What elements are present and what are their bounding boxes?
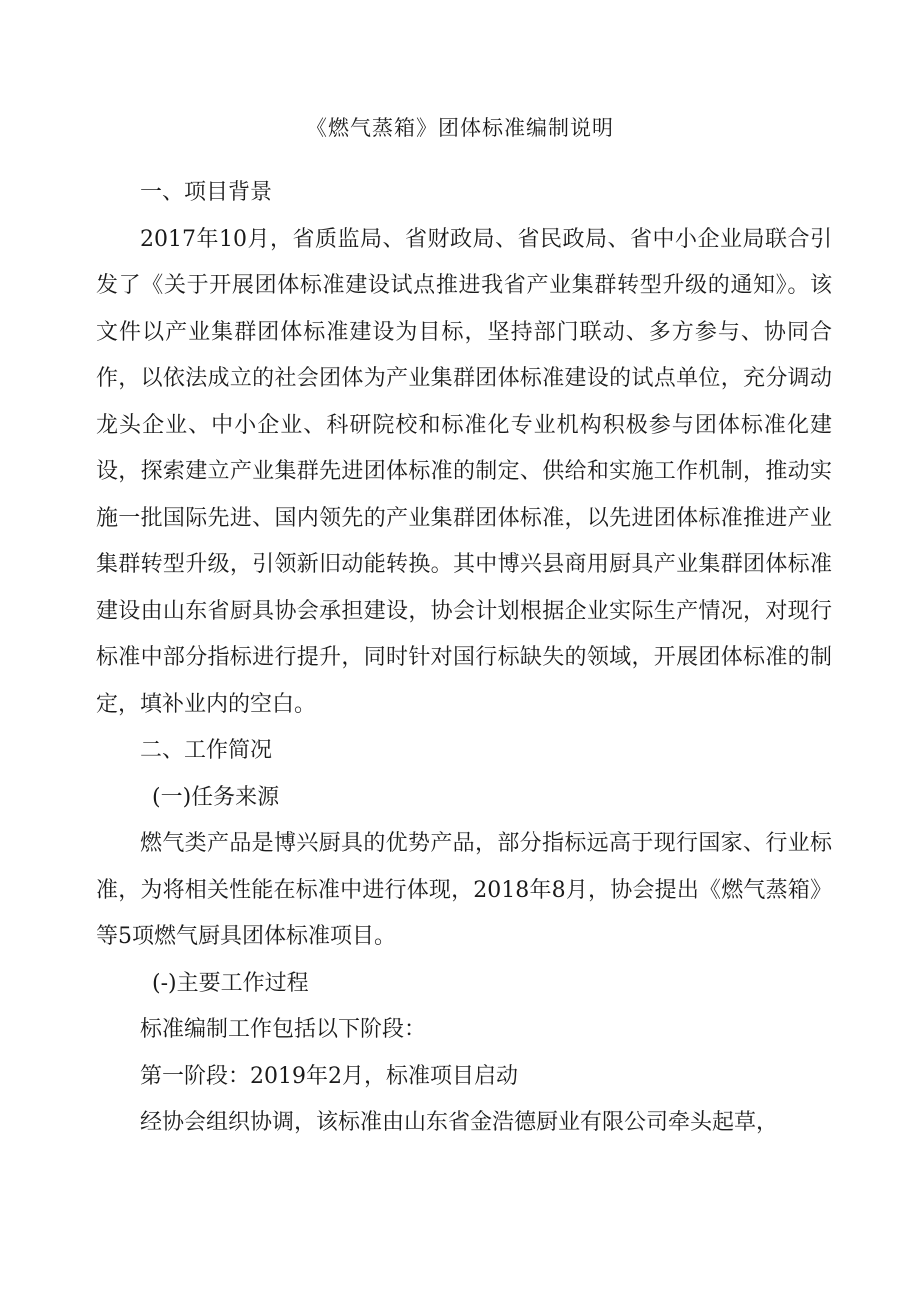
paragraph-background: 2017年10月，省质监局、省财政局、省民政局、省中小企业局联合引发了《关于开展团体标准建设试点推进我省产业集群转型升级的通知》。该文件以产业集群团体标准建设为目标，坚持部门联动、多方参与、协同合作，以依法成立的社会团体为产业集群团体标准建设的试点单位，充分调动龙头企业、中小企业、科研院校和标准化专业机构积极参与团体标准化建设，探索建立产业集群先进团体标准的制定、供给和实施工作机制，推动实施一批国际先进、国内领先的产业集群团体标准，以先进团体标准推进产业集群转型升级，引领新旧动能转换。其中博兴县商用厨具产业集群团体标准建设由山东省厨具协会承担建设，协会计划根据企业实际生产情况，对现行标准中部分指标进行提升，同时针对国行标缺失的领域，开展团体标准的制定，填补业内的空白。 (96, 226, 832, 717)
paragraph-task-source: 燃气类产品是博兴厨具的优势产品，部分指标远高于现行国家、行业标准，为将相关性能在标准中进行体现，2018年8月，协会提出《燃气蒸箱》等5项燃气厨具团体标准项目。 (96, 831, 832, 949)
subsection-heading-task-source: (一)任务来源 (152, 784, 280, 810)
subsection-heading-work-process: (-)主要工作过程 (152, 970, 309, 996)
section-heading-background: 一、项目背景 (140, 180, 273, 205)
section-heading-work-overview: 二、工作简况 (140, 738, 273, 763)
paragraph-stage-one-detail: 经协会组织协调，该标准由山东省金浩德厨业有限公司牵头起草， (140, 1110, 779, 1135)
paragraph-stages-intro: 标准编制工作包括以下阶段： (140, 1017, 427, 1042)
paragraph-stage-one: 第一阶段：2019年2月，标准项目启动 (140, 1063, 518, 1089)
document-body (96, 170, 832, 1147)
document-title: 《燃气蒸箱》团体标准编制说明 (306, 116, 614, 140)
